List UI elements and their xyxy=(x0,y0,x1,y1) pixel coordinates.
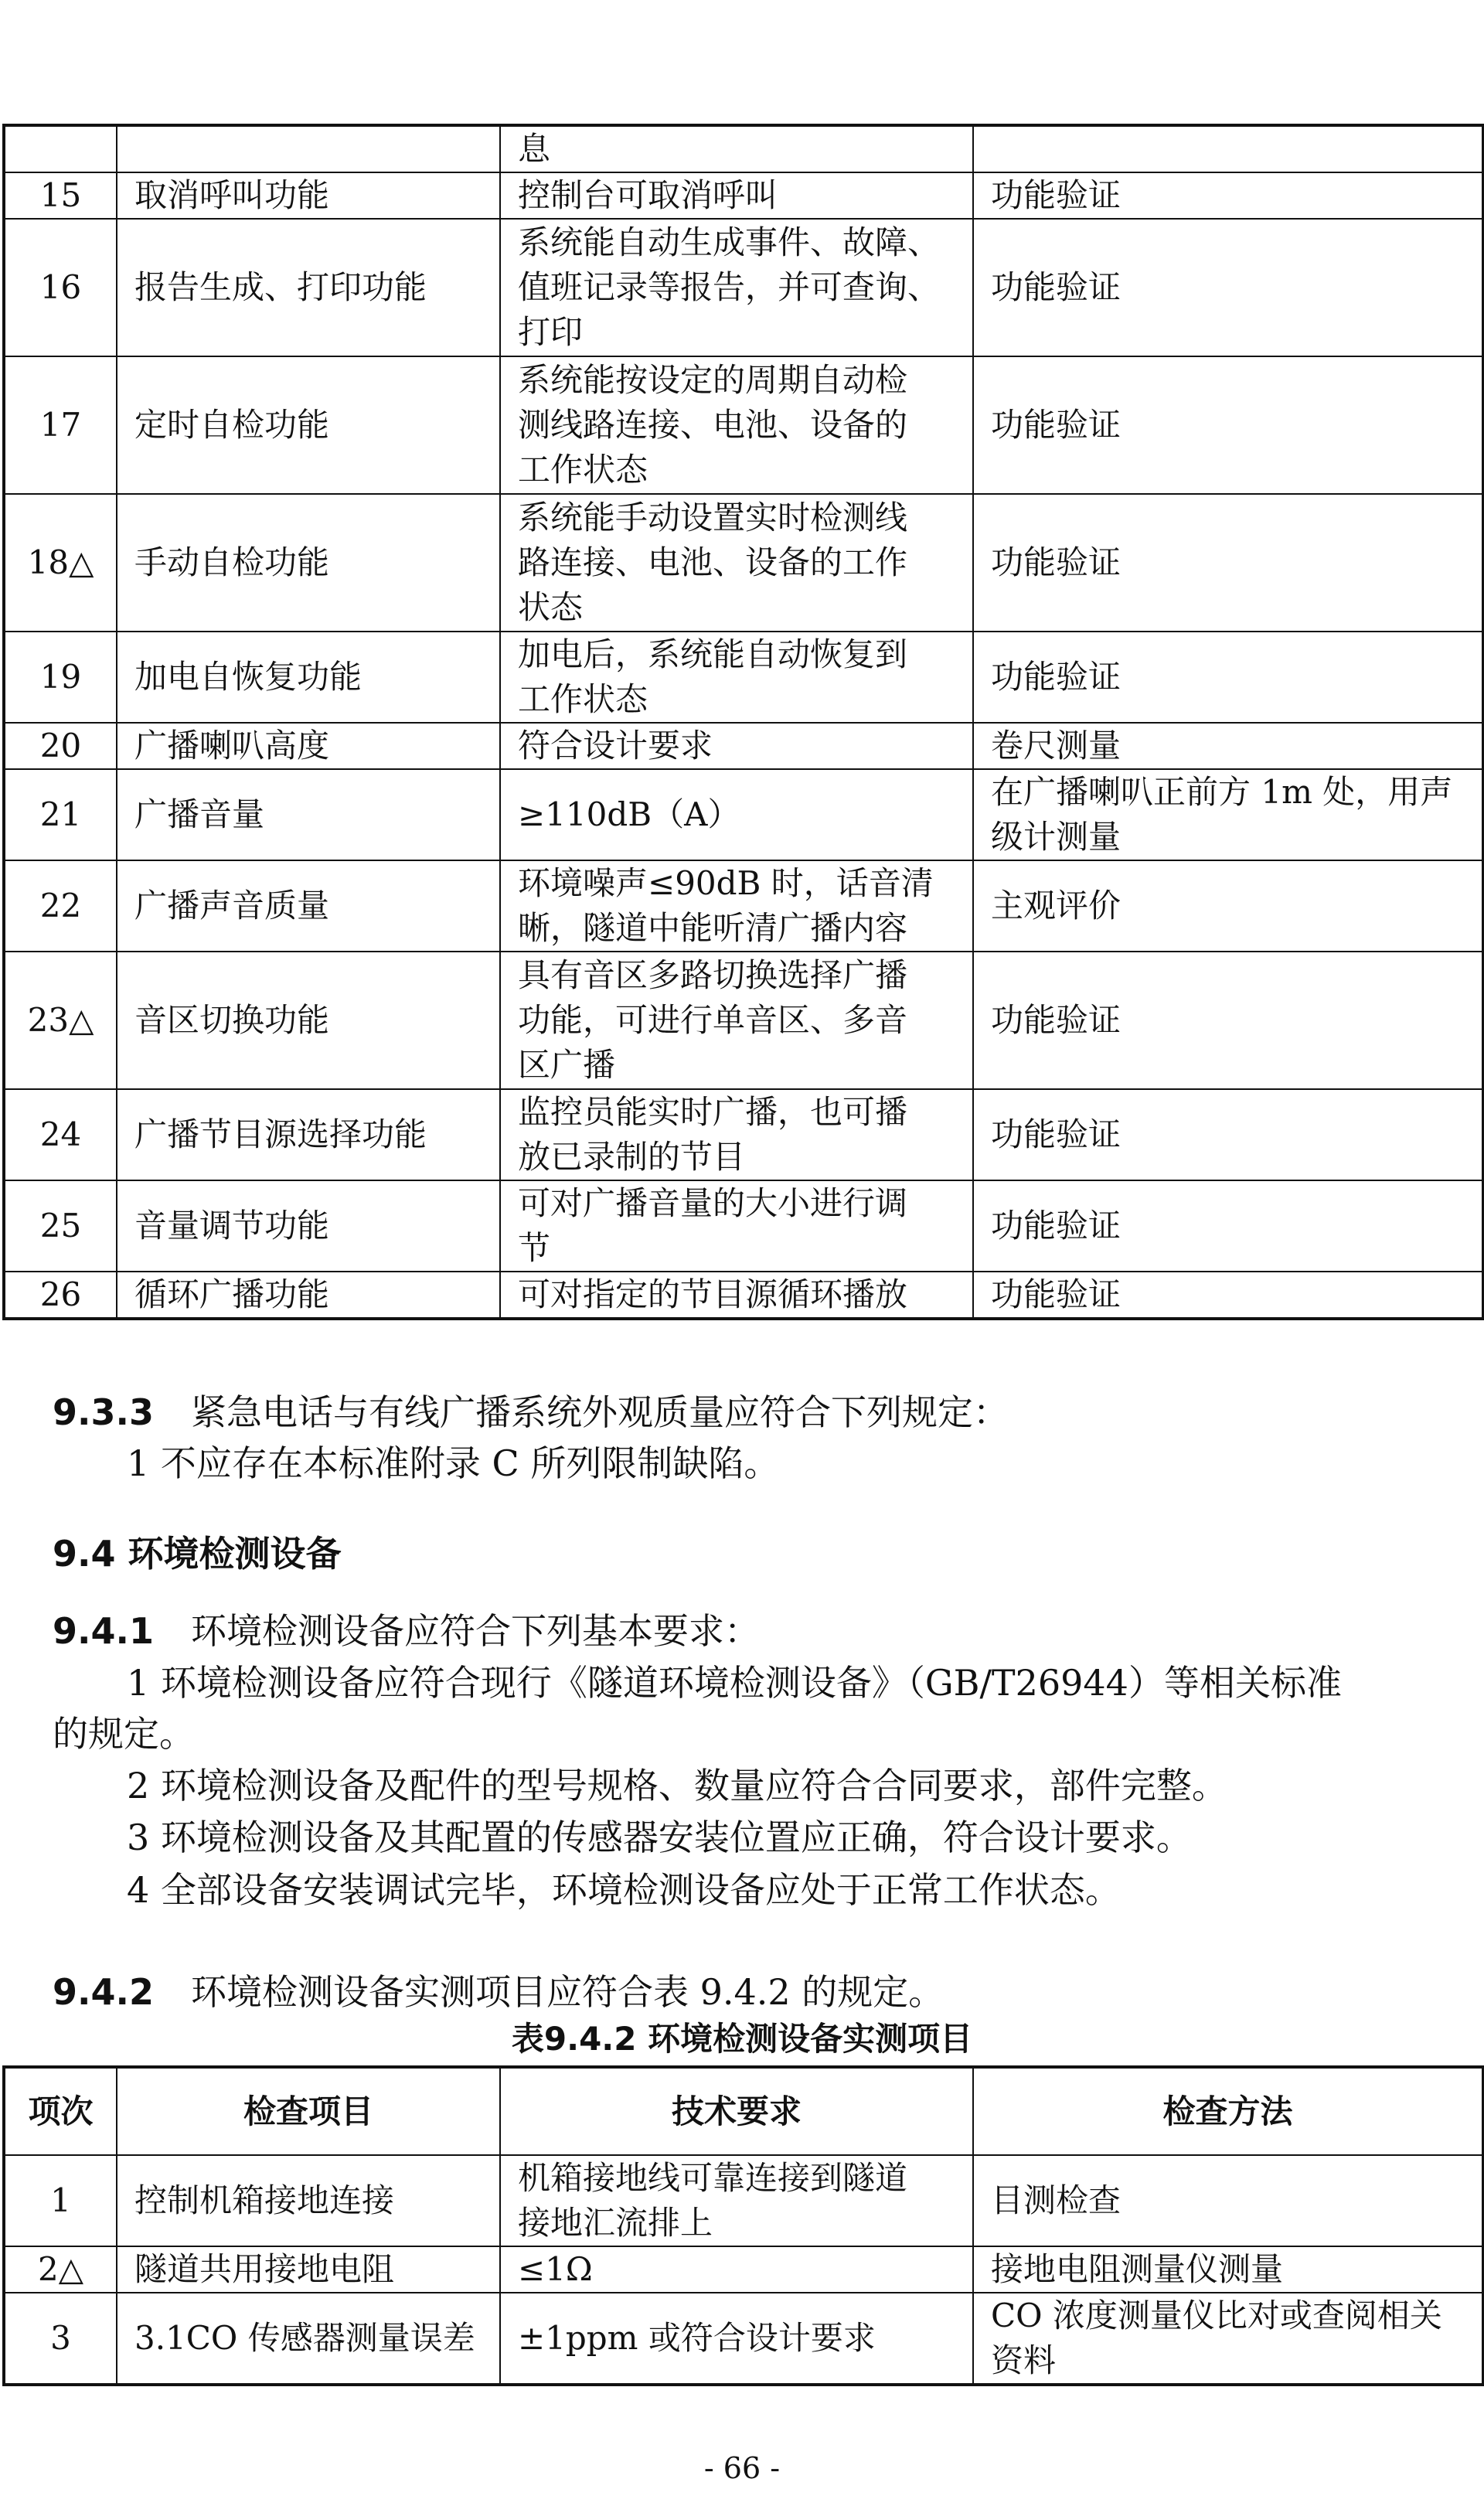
cell-req: 具有音区多路切换选择广播 功能，可进行单音区、多音 区广播 xyxy=(500,952,973,1089)
cell-method xyxy=(973,125,1483,172)
cell-method: 功能验证 xyxy=(973,219,1483,356)
cell-no: 2△ xyxy=(4,2246,117,2293)
clause-9-4-1-item-1-cont: 的规定。 xyxy=(53,1713,195,1755)
cell-no xyxy=(4,125,117,172)
table-row xyxy=(4,952,1483,1089)
clause-9-4-1 xyxy=(53,1604,1444,1658)
cell-no: 26 xyxy=(4,1272,117,1319)
cell-item: 手动自检功能 xyxy=(117,494,500,632)
cell-req: 监控员能实时广播，也可播 放已录制的节目 xyxy=(500,1089,973,1180)
cell-no: 15 xyxy=(4,172,117,219)
cell-method: CO 浓度测量仪比对或查阅相关 资料 xyxy=(973,2293,1483,2385)
page-number: - 66 - xyxy=(703,2451,781,2485)
table-row xyxy=(4,2155,1483,2246)
cell-req: 加电后，系统能自动恢复到 工作状态 xyxy=(500,632,973,723)
cell-req: ≥110dB（A） xyxy=(500,769,973,860)
cell-req: 机箱接地线可靠连接到隧道 接地汇流排上 xyxy=(500,2155,973,2246)
environment-detection-table xyxy=(2,2065,1484,2386)
cell-method: 功能验证 xyxy=(973,632,1483,723)
cell-item: 3.1CO 传感器测量误差 xyxy=(117,2293,500,2385)
clause-text: 环境检测设备实测项目应符合表 9.4.2 的规定。 xyxy=(190,1971,945,2013)
table-row xyxy=(4,125,1483,172)
table-row xyxy=(4,1180,1483,1272)
cell-no: 24 xyxy=(4,1089,117,1180)
cell-no: 3 xyxy=(4,2293,117,2385)
cell-req: ≤1Ω xyxy=(500,2246,973,2293)
cell-req: 可对指定的节目源循环播放 xyxy=(500,1272,973,1319)
clause-9-3-3 xyxy=(53,1385,1444,1439)
header-method: 检查方法 xyxy=(973,2067,1483,2155)
header-no: 项次 xyxy=(4,2067,117,2155)
clause-9-4-1-item-3: 3 环境检测设备及其配置的传感器安装位置应正确，符合设计要求。 xyxy=(127,1817,1192,1858)
clause-number: 9.4.1 xyxy=(53,1610,154,1652)
cell-item: 广播喇叭高度 xyxy=(117,723,500,769)
clause-9-4-2 xyxy=(53,1965,1444,2019)
cell-req: 符合设计要求 xyxy=(500,723,973,769)
cell-req: 控制台可取消呼叫 xyxy=(500,172,973,219)
cell-req: 系统能按设定的周期自动检 测线路连接、电池、设备的 工作状态 xyxy=(500,356,973,494)
cell-method: 功能验证 xyxy=(973,356,1483,494)
cell-item: 循环广播功能 xyxy=(117,1272,500,1319)
cell-no: 22 xyxy=(4,860,117,952)
inspection-table-continued xyxy=(2,124,1484,1320)
cell-req: 息 xyxy=(500,125,973,172)
cell-no: 23△ xyxy=(4,952,117,1089)
cell-method: 功能验证 xyxy=(973,494,1483,632)
table-caption: 表9.4.2 环境检测设备实测项目 xyxy=(511,2020,973,2058)
cell-req: 可对广播音量的大小进行调 节 xyxy=(500,1180,973,1272)
cell-item: 控制机箱接地连接 xyxy=(117,2155,500,2246)
cell-item: 报告生成、打印功能 xyxy=(117,219,500,356)
clause-9-3-3-item-1: 1 不应存在本标准附录 C 所列限制缺陷。 xyxy=(127,1442,780,1484)
section-heading-9-4: 9.4 环境检测设备 xyxy=(53,1533,342,1575)
cell-method: 卷尺测量 xyxy=(973,723,1483,769)
cell-item: 隧道共用接地电阻 xyxy=(117,2246,500,2293)
table-row xyxy=(4,723,1483,769)
table-row xyxy=(4,860,1483,952)
cell-method: 功能验证 xyxy=(973,172,1483,219)
cell-no: 16 xyxy=(4,219,117,356)
table-row xyxy=(4,2293,1483,2385)
header-item: 检查项目 xyxy=(117,2067,500,2155)
cell-item: 广播声音质量 xyxy=(117,860,500,952)
cell-no: 19 xyxy=(4,632,117,723)
table-row xyxy=(4,2246,1483,2293)
cell-item: 定时自检功能 xyxy=(117,356,500,494)
cell-req: 环境噪声≤90dB 时，话音清 晰，隧道中能听清广播内容 xyxy=(500,860,973,952)
cell-no: 21 xyxy=(4,769,117,860)
cell-no: 18△ xyxy=(4,494,117,632)
cell-item xyxy=(117,125,500,172)
cell-method: 功能验证 xyxy=(973,1089,1483,1180)
clause-9-4-1-item-2: 2 环境检测设备及配件的型号规格、数量应符合合同要求，部件完整。 xyxy=(127,1765,1227,1806)
table-row xyxy=(4,172,1483,219)
table-header-row xyxy=(4,2067,1483,2155)
table-row xyxy=(4,1089,1483,1180)
clause-text: 紧急电话与有线广播系统外观质量应符合下列规定： xyxy=(190,1391,1009,1433)
cell-item: 音量调节功能 xyxy=(117,1180,500,1272)
cell-item: 广播节目源选择功能 xyxy=(117,1089,500,1180)
cell-req: ±1ppm 或符合设计要求 xyxy=(500,2293,973,2385)
cell-method: 接地电阻测量仪测量 xyxy=(973,2246,1483,2293)
table-row xyxy=(4,1272,1483,1319)
clause-9-4-1-item-4: 4 全部设备安装调试完毕，环境检测设备应处于正常工作状态。 xyxy=(127,1869,1121,1911)
cell-item: 广播音量 xyxy=(117,769,500,860)
table-row xyxy=(4,632,1483,723)
table-row xyxy=(4,219,1483,356)
clause-number: 9.3.3 xyxy=(53,1391,154,1433)
cell-method: 功能验证 xyxy=(973,1180,1483,1272)
header-req: 技术要求 xyxy=(500,2067,973,2155)
table-row xyxy=(4,769,1483,860)
cell-method: 在广播喇叭正前方 1m 处，用声 级计测量 xyxy=(973,769,1483,860)
cell-no: 17 xyxy=(4,356,117,494)
cell-method: 功能验证 xyxy=(973,952,1483,1089)
cell-method: 功能验证 xyxy=(973,1272,1483,1319)
cell-method: 目测检查 xyxy=(973,2155,1483,2246)
table-row xyxy=(4,356,1483,494)
cell-no: 25 xyxy=(4,1180,117,1272)
cell-method: 主观评价 xyxy=(973,860,1483,952)
cell-req: 系统能手动设置实时检测线 路连接、电池、设备的工作 状态 xyxy=(500,494,973,632)
table-row xyxy=(4,494,1483,632)
cell-req: 系统能自动生成事件、故障、 值班记录等报告，并可查询、 打印 xyxy=(500,219,973,356)
cell-item: 加电自恢复功能 xyxy=(117,632,500,723)
cell-no: 20 xyxy=(4,723,117,769)
cell-item: 音区切换功能 xyxy=(117,952,500,1089)
cell-no: 1 xyxy=(4,2155,117,2246)
cell-item: 取消呼叫功能 xyxy=(117,172,500,219)
clause-text: 环境检测设备应符合下列基本要求： xyxy=(190,1610,760,1652)
clause-number: 9.4.2 xyxy=(53,1971,154,2013)
clause-9-4-1-item-1: 1 环境检测设备应符合现行《隧道环境检测设备》（GB/T26944）等相关标准 xyxy=(127,1662,1342,1704)
